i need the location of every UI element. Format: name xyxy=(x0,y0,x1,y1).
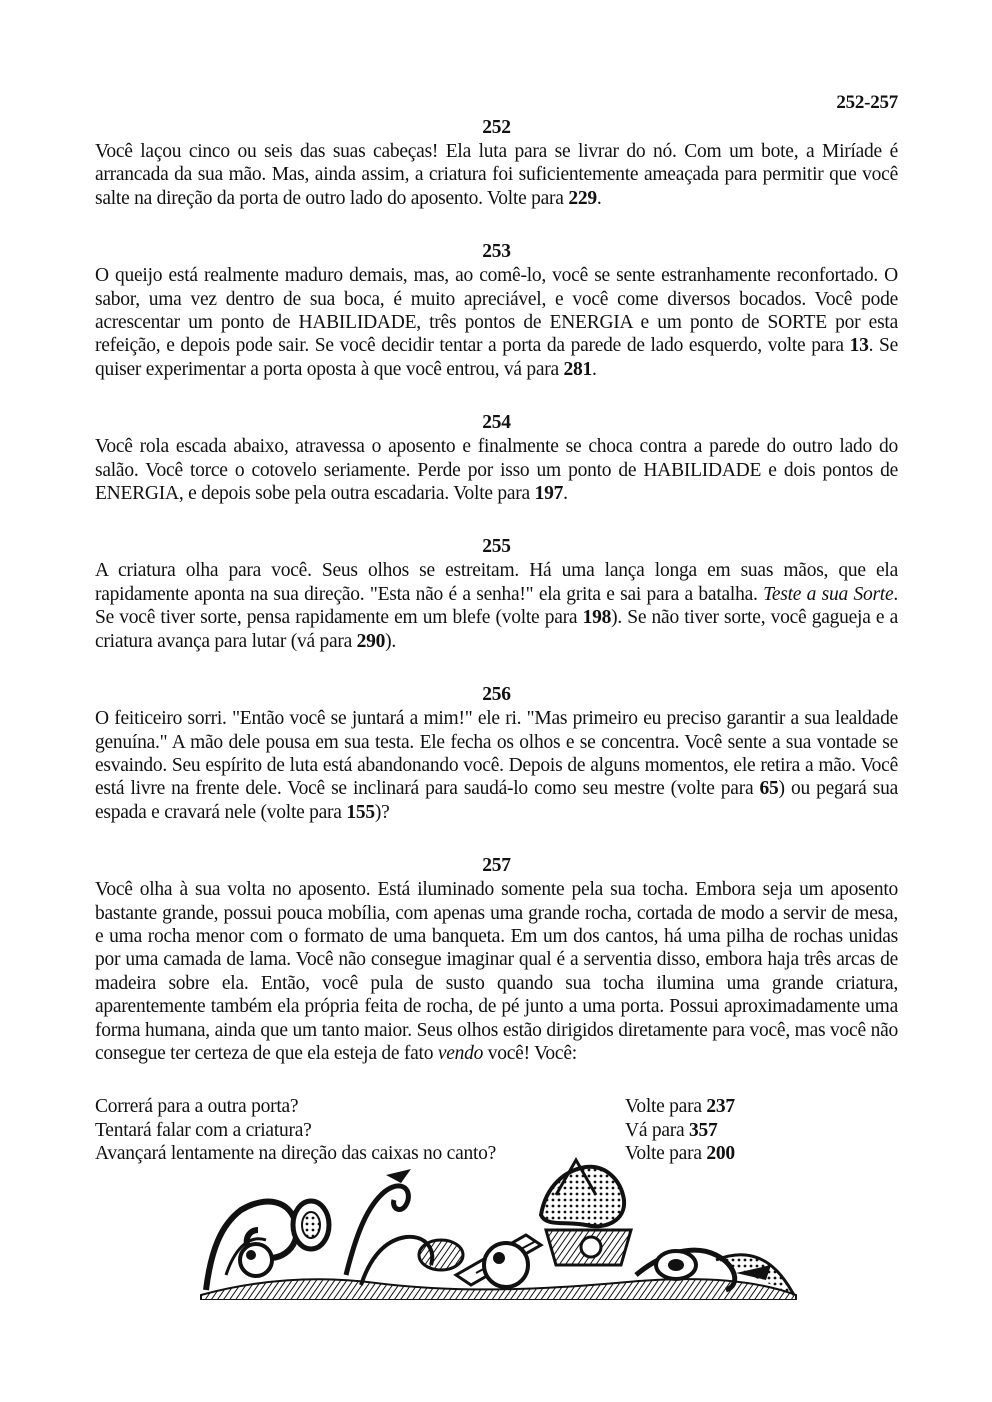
text-run: . Se quiser experimentar a porta oposta à que você entrou, vá para xyxy=(95,335,898,380)
section-text xyxy=(95,140,898,210)
text-run: O feiticeiro sorri. "Então você se juntará a mim!" ele ri. "Mas primeiro eu preciso garantir a sua lealdade genuína." A mão dele pousa em sua testa. Ele fecha os olhos e se concentra. Você sente a sua vontade se esvaindo. Seu espírito de luta está abandonando você. Depois de alguns momentos, ele retira a mão. Você está livre na frente dele. Você se inclinará para saudá-lo como seu mestre (volte para xyxy=(95,708,898,800)
section-text xyxy=(95,264,898,381)
text-run: você! Você: xyxy=(483,1042,577,1064)
section-255 xyxy=(95,535,898,653)
text-run: Você olha à sua volta no aposento. Está iluminado somente pela sua tocha. Embora seja um aposento bastante grande, possui pouca mobília, com apenas uma grande rocha, cortada de modo a servir de mesa, e uma rocha menor com o formato de uma banqueta. Em um dos cantos, há uma pilha de rochas unidas por uma camada de lama. Você não consegue imaginar qual é a serventia disso, embora haja três arcas de madeira sobre ela. Então, você pula de susto quando sua tocha ilumina uma grande criatura, aparentemente também ela própria feita de rocha, de pé junto a uma porta. Possui aproximadamente uma forma humana, ainda que um tanto maior. Seus olhos estão dirigidos diretamente para você, mas você não consegue ter certeza de que ela esteja de fato xyxy=(95,879,898,1064)
section-text xyxy=(95,559,898,653)
choice-destination-number: 200 xyxy=(706,1143,735,1165)
choice-destination xyxy=(625,1119,825,1142)
section-text xyxy=(95,707,898,824)
section-reference-number: 13 xyxy=(849,335,869,357)
text-run: Você laçou cinco ou seis das suas cabeças! Ela luta para se livrar do nó. Com um bote, a Miríade é arrancada da sua mão. Mas, ainda assim, a criatura foi suficientemente ameaçada para permitir que você salte na direção da porta de outro lado do aposento. Volte para xyxy=(95,141,898,209)
choice-row xyxy=(95,1119,898,1142)
page-range-header: 252-257 xyxy=(836,92,898,113)
section-256 xyxy=(95,683,898,824)
choice-destination-number: 237 xyxy=(706,1096,735,1118)
choice-destination-label: Vá para xyxy=(625,1119,690,1141)
choice-destination-number: 357 xyxy=(689,1119,718,1141)
section-reference-number: 290 xyxy=(356,630,386,652)
text-run: O queijo está realmente maduro demais, mas, ao comê-lo, você se sente estranhamente reconfortado. O sabor, uma vez dentro de sua boca, é muito apreciável, e você come diversos bocados. Você pode acrescentar um ponto de HABILIDADE, três pontos de ENERGIA e um ponto de SORTE por esta refeição, e depois pode sair. Se você decidir tentar a porta da parede de lado esquerdo, volte para xyxy=(95,265,898,357)
section-number: 253 xyxy=(482,241,511,263)
text-run: . xyxy=(592,358,597,380)
section-reference-number: 65 xyxy=(759,778,779,800)
section-number: 257 xyxy=(482,855,511,877)
text-run: . xyxy=(596,187,602,209)
sections-container xyxy=(95,116,898,1065)
section-text xyxy=(95,878,898,1065)
text-run: ). xyxy=(385,630,397,652)
section-reference-number: 229 xyxy=(568,187,597,209)
section-reference-number: 197 xyxy=(534,483,564,505)
section-number: 254 xyxy=(482,412,511,434)
text-run: ) ou pegará sua espada e cravará nele (volte para xyxy=(95,778,898,823)
choice-text: Avançará lentamente na direção das caixas no canto? xyxy=(95,1143,497,1165)
section-252 xyxy=(95,116,898,210)
choice-destination xyxy=(625,1095,825,1118)
text-run: )? xyxy=(374,801,390,823)
emphasis-text: vendo xyxy=(437,1042,484,1064)
text-run: Você rola escada abaixo, atravessa o aposento e finalmente se choca contra a parede do outro lado do salão. Você torce o cotovelo seriamente. Perde por isso um ponto de HABILIDADE e dois pontos de ENERGIA, e depois sobe pela outra escadaria. Volte para xyxy=(95,436,898,505)
text-run: . Se você tiver sorte, pensa rapidamente em um blefe (volte para xyxy=(95,583,898,629)
section-reference-number: 155 xyxy=(346,801,375,823)
section-257 xyxy=(95,854,898,1065)
choice-destination-label: Volte para xyxy=(625,1143,707,1165)
book-page xyxy=(95,90,898,1166)
section-254 xyxy=(95,411,898,505)
choice-destination-label: Volte para xyxy=(625,1096,707,1118)
section-number: 255 xyxy=(482,536,511,558)
section-text xyxy=(95,435,898,505)
choice-text: Correrá para a outra porta? xyxy=(95,1096,299,1118)
section-253 xyxy=(95,240,898,381)
text-run: . xyxy=(563,483,568,505)
text-run: A criatura olha para você. Seus olhos se estreitam. Há uma lança longa em suas mãos, que ela rapidamente aponta na sua direção. "Esta não é a senha!" ela grita e sai para a batalha. xyxy=(95,560,898,605)
section-reference-number: 281 xyxy=(563,358,593,380)
choice-text: Tentará falar com a criatura? xyxy=(95,1119,312,1141)
decorative-ornament-illustration xyxy=(196,1155,800,1300)
section-reference-number: 198 xyxy=(582,607,612,629)
text-run: ). Se não tiver sorte, você gagueja e a criatura avança para lutar (vá para xyxy=(95,607,898,652)
choice-row xyxy=(95,1095,898,1118)
section-number: 256 xyxy=(482,684,511,706)
emphasis-text: Teste a sua Sorte xyxy=(763,583,894,605)
section-number: 252 xyxy=(482,117,511,138)
